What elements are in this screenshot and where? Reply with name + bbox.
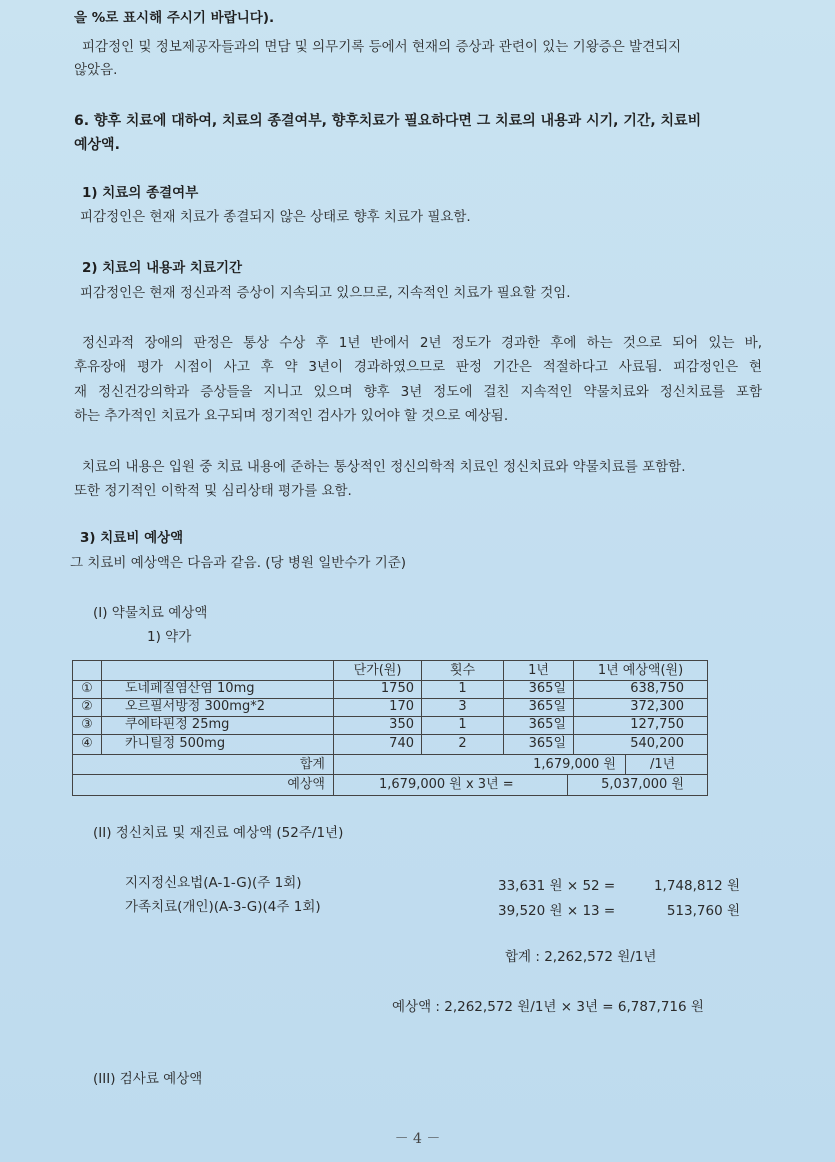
page-number: － 4 － (394, 1131, 441, 1147)
drug-name: 오르필서방정 300mg*2 (125, 699, 265, 714)
section-3-title: 3) 치료비 예상액 (80, 530, 184, 546)
therapy-row2-label: 가족치료(개인)(A-3-G)(4주 1회) (125, 899, 321, 915)
sum-unit: /1년 (650, 757, 676, 772)
estimate-value: 5,037,000 원 (601, 777, 684, 792)
header-count: 횟수 (449, 663, 476, 678)
therapy-row1-total: 1,748,812 원 (653, 878, 740, 894)
header-year: 1년 (528, 663, 549, 678)
row-number: ① (81, 681, 93, 696)
paragraph-a-line2: 후유장애 평가 시점이 사고 후 약 3년이 경과하였으므로 판정 기간은 적절하다고 사료됨. 피감정인은 현 (74, 359, 762, 375)
estimate-calc: 1,679,000 원 x 3년 = (379, 777, 514, 792)
section-2-text: 피감정인은 현재 정신과적 증상이 지속되고 있으므로, 지속적인 치료가 필요할 것임. (80, 285, 571, 301)
question-6-line2: 예상액. (74, 137, 120, 153)
days: 365일 (528, 681, 566, 696)
header-price: 단가(원) (353, 663, 402, 678)
count: 1 (458, 681, 467, 696)
paragraph-b-line2: 또한 정기적인 이학적 및 심리상태 평가를 요함. (74, 483, 352, 499)
row-number: ③ (81, 717, 93, 732)
question-6-line1: 6. 향후 치료에 대하여, 치료의 종결여부, 향후치료가 필요하다면 그 치료의 내용과 시기, 기간, 치료비 (74, 113, 702, 129)
part-i-subtitle: 1) 약가 (147, 629, 192, 645)
unit-price: 740 (389, 736, 414, 751)
paragraph-5-line2: 않았음. (74, 62, 118, 78)
therapy-row1-label: 지지정신요법(A-1-G)(주 1회) (125, 875, 302, 891)
paragraph-a-line3: 재 정신건강의학과 증상들을 지니고 있으며 향후 3년 정도에 걸친 지속적인 약물치료와 정신치료를 포함 (74, 384, 762, 400)
count: 3 (458, 699, 467, 714)
drug-name: 도네페질염산염 10mg (125, 681, 255, 696)
unit-price: 170 (389, 699, 414, 714)
annual-amount: 372,300 (630, 699, 684, 714)
drug-name: 카니틸정 500mg (125, 736, 226, 751)
part-i-title: (I) 약물치료 예상액 (93, 605, 208, 621)
header-annual-amount: 1년 예상액(원) (597, 663, 684, 678)
unit-price: 350 (389, 717, 414, 732)
section-1-title: 1) 치료의 종결여부 (82, 185, 199, 201)
unit-price: 1750 (380, 681, 414, 696)
drug-cost-table (72, 660, 708, 796)
sum-label: 합계 (299, 757, 325, 772)
days: 365일 (528, 736, 566, 751)
therapy-row2-total: 513,760 원 (666, 903, 740, 919)
paragraph-5-line1: 피감정인 및 정보제공자들과의 면담 및 의무기록 등에서 현재의 증상과 관련이 있는 기왕증은 발견되지 (82, 39, 682, 55)
sum-value: 1,679,000 원 (533, 757, 616, 772)
paragraph-a-line4: 하는 추가적인 치료가 요구되며 정기적인 검사가 있어야 할 것으로 예상됨. (74, 408, 509, 424)
part-iii-title: (III) 검사료 예상액 (93, 1071, 203, 1087)
section-1-text: 피감정인은 현재 치료가 종결되지 않은 상태로 향후 치료가 필요함. (80, 209, 471, 225)
part-ii-title: (II) 정신치료 및 재진료 예상액 (52주/1년) (93, 825, 344, 841)
annual-amount: 540,200 (630, 736, 684, 751)
annual-amount: 638,750 (630, 681, 684, 696)
count: 2 (458, 736, 467, 751)
line-top: 을 %로 표시해 주시기 바랍니다). (74, 10, 275, 26)
row-number: ④ (81, 736, 93, 751)
therapy-row2-calc: 39,520 원 × 13 = (498, 903, 616, 919)
estimate-label: 예상액 (287, 777, 325, 792)
paragraph-b-line1: 치료의 내용은 입원 중 치료 내용에 준하는 통상적인 정신의학적 치료인 정신치료와 약물치료를 포함함. (82, 459, 686, 475)
section-3-text: 그 치료비 예상액은 다음과 같음. (당 병원 일반수가 기준) (70, 555, 407, 571)
count: 1 (458, 717, 467, 732)
paragraph-a-line1: 정신과적 장애의 판정은 통상 수상 후 1년 반에서 2년 정도가 경과한 후에 하는 것으로 되어 있는 바, (82, 335, 762, 351)
row-number: ② (81, 699, 93, 714)
therapy-sum: 합계 : 2,262,572 원/1년 (505, 949, 657, 965)
days: 365일 (528, 717, 566, 732)
therapy-row1-calc: 33,631 원 × 52 = (498, 878, 616, 894)
therapy-estimate: 예상액 : 2,262,572 원/1년 × 3년 = 6,787,716 원 (392, 999, 704, 1015)
days: 365일 (528, 699, 566, 714)
drug-name: 쿠에타핀정 25mg (125, 717, 230, 732)
section-2-title: 2) 치료의 내용과 치료기간 (82, 260, 243, 276)
annual-amount: 127,750 (630, 717, 684, 732)
